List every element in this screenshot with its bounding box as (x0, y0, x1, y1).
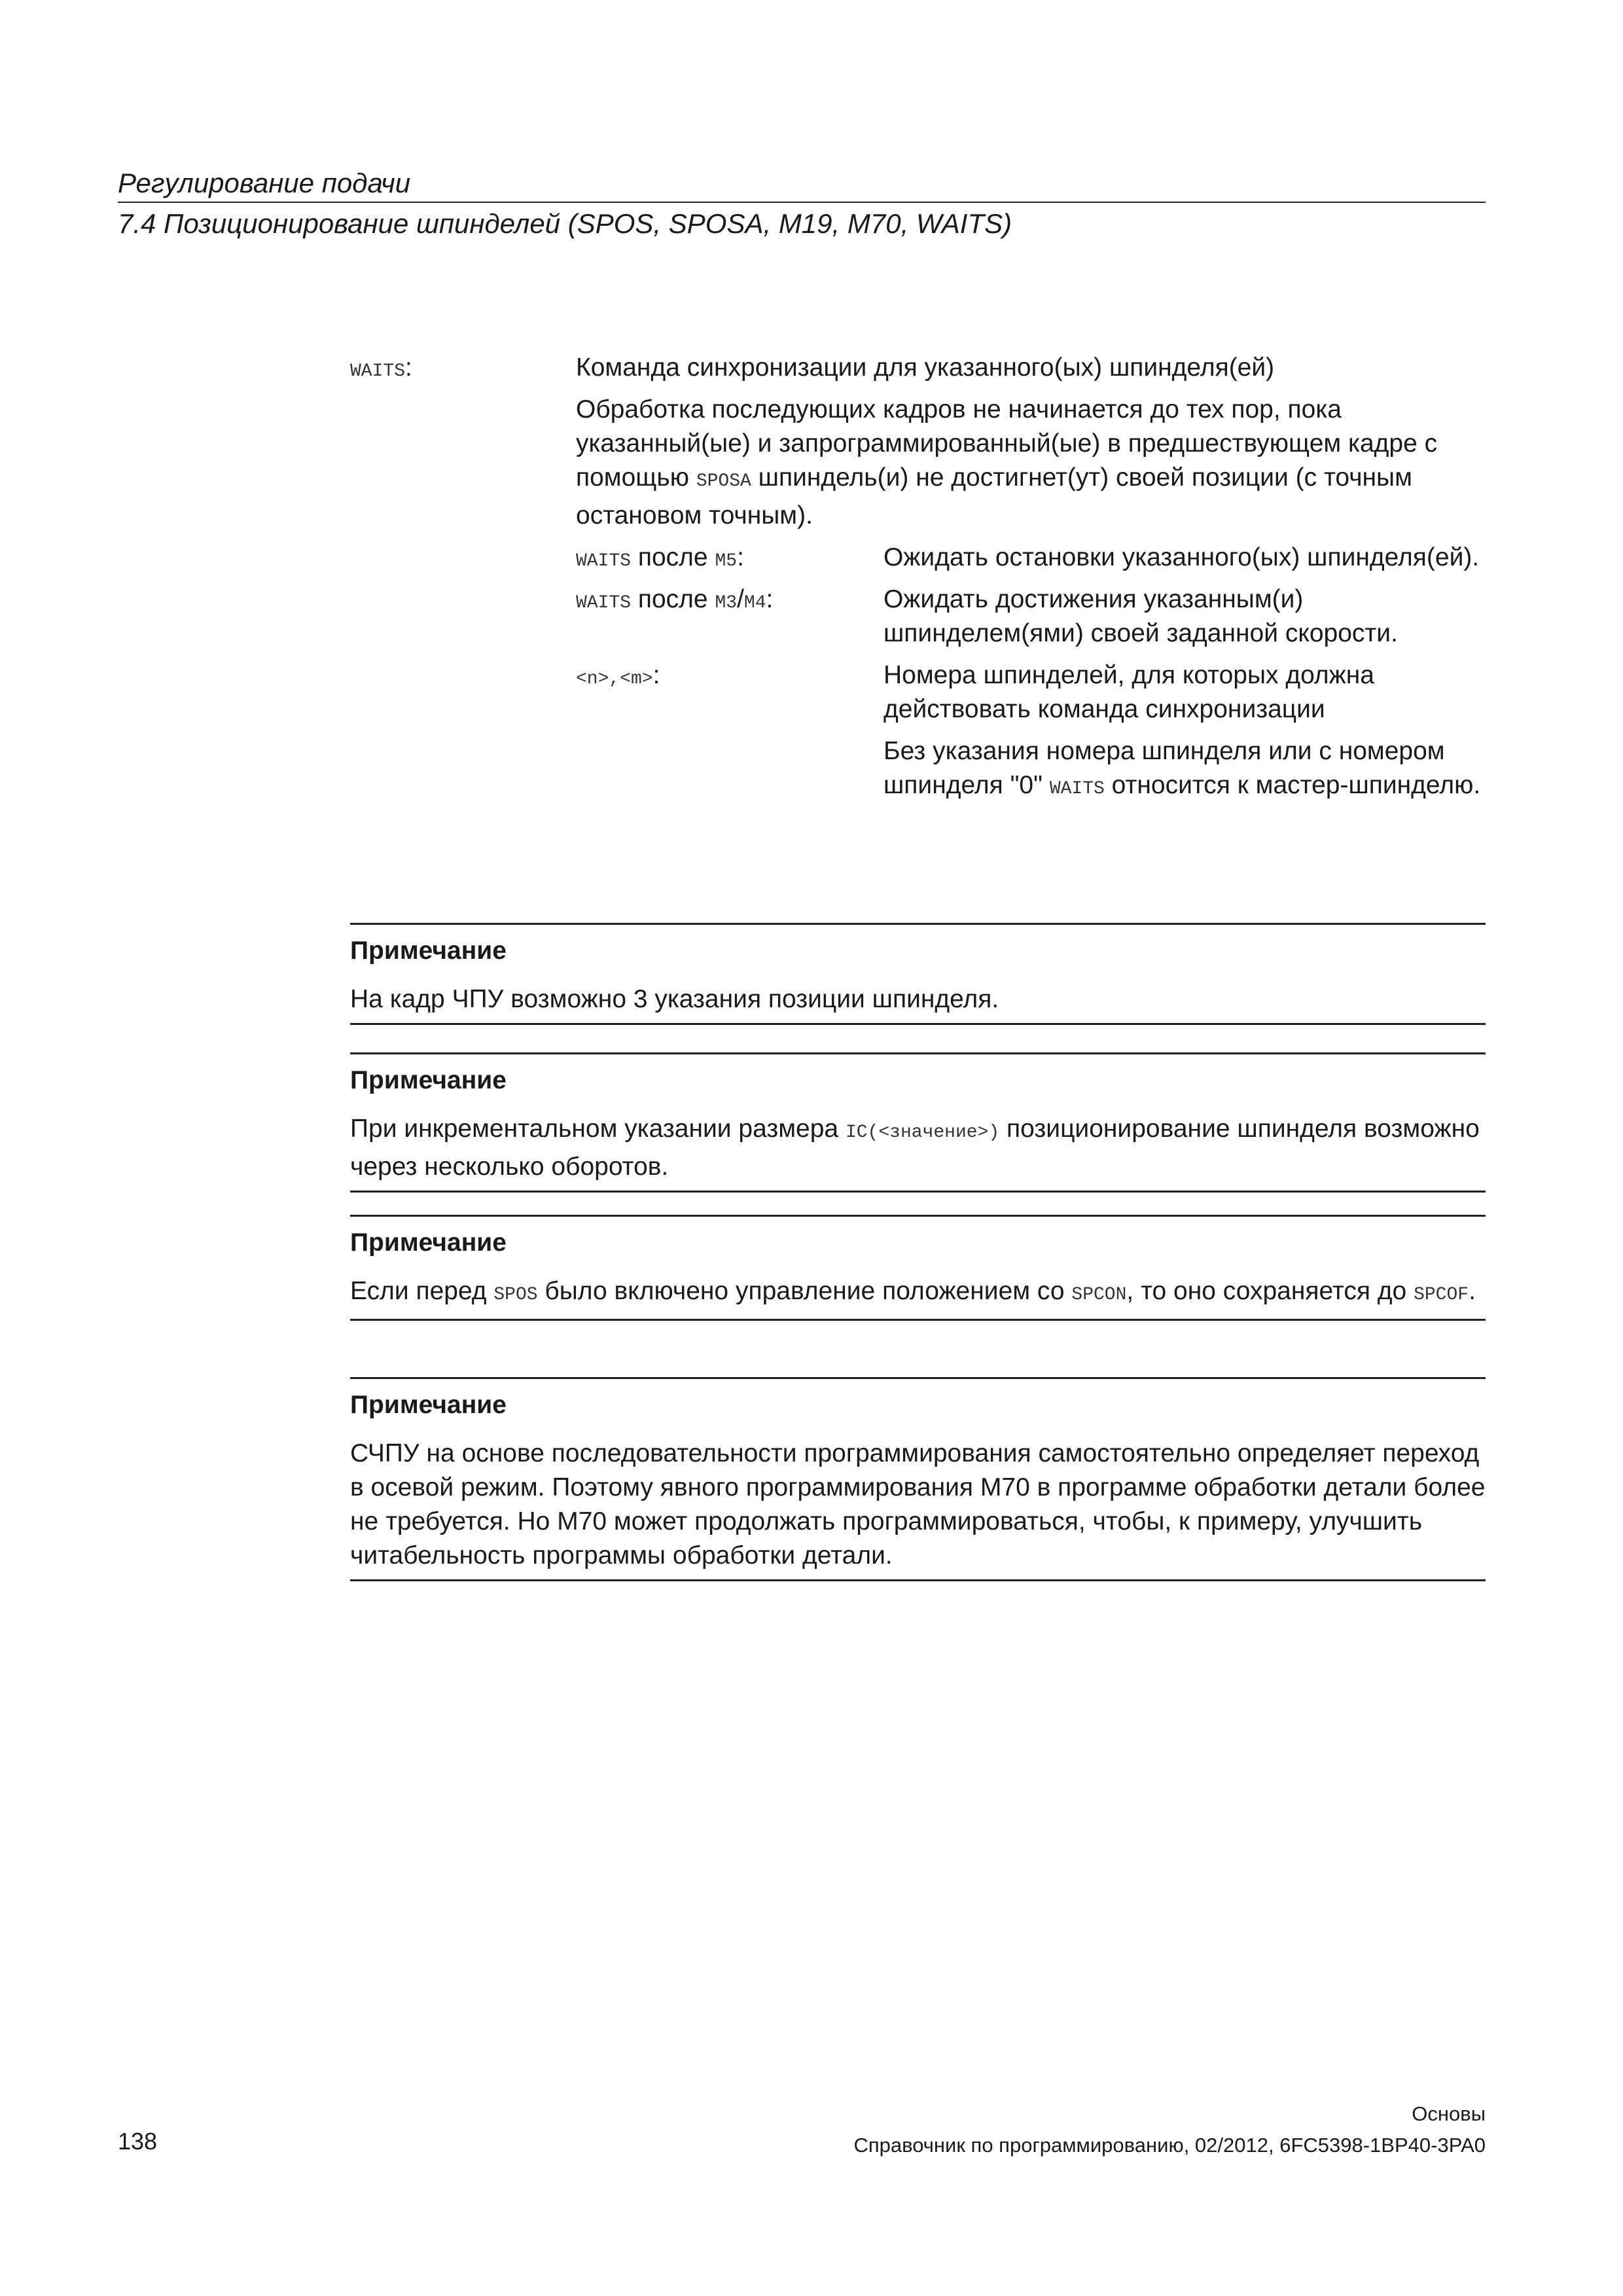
subparam-waits-m5 (576, 541, 1489, 575)
spcof-code: SPCOF (1414, 1285, 1469, 1305)
m5-code: M5 (715, 551, 738, 571)
detail-text-2: шпиндель(и) не достигнет(ут) своей позиции (с точным остановом точным). (576, 463, 1412, 529)
subparam-description-extra (883, 734, 1489, 806)
spcon-code: SPCON (1071, 1285, 1127, 1305)
note-3 (350, 1215, 1486, 1321)
note-text-2: было включено управление положением со (537, 1277, 1072, 1305)
chapter-title: Регулирование подачи (118, 164, 1486, 203)
waits-code: WAITS (576, 551, 632, 571)
subparam-waits-m3-m4 (576, 583, 1489, 651)
desc-text-2: относится к мастер-шпинделю. (1104, 771, 1481, 799)
note-title: Примечание (350, 1066, 507, 1094)
section-title: 7.4 Позиционирование шпинделей (SPOS, SPOSA, M19, M70, WAITS) (118, 208, 1012, 239)
subparam-term (576, 583, 773, 620)
subparam-description: Ожидать остановки указанного(ых) шпинделя(ей). (883, 543, 1480, 571)
subparam-colon: : (766, 585, 774, 613)
definition-detail (576, 393, 1489, 533)
after-word: после (631, 543, 715, 571)
subparam-term (576, 541, 744, 579)
waits-code: WAITS (1049, 779, 1105, 799)
note-text: СЧПУ на основе последовательности программирования самостоятельно определяет переход в осевой режим. Поэтому явного программирования M70 в программе обработки детали более не требуется. Но M70 может продолжать программироваться, чтобы, к примеру, улучшить читабельность программы обработки детали. (350, 1439, 1486, 1570)
slash: / (737, 585, 744, 613)
definition-body (576, 351, 1489, 814)
note-text-1: Если перед (350, 1277, 494, 1305)
desc-text-1: Без указания номера шпинделя или с номером шпинделя "0" (883, 737, 1445, 799)
subparam-spindle-numbers (576, 658, 1489, 806)
n-m-code: <n>,<m> (576, 669, 653, 689)
sposa-code: SPOSA (696, 471, 751, 492)
footer-info (853, 2098, 1486, 2161)
subparam-term (576, 658, 660, 696)
note-2 (350, 1052, 1486, 1193)
detail-text-1: Обработка последующих кадров не начинается до тех пор, пока указанный(ые) и запрограммированный(ые) в предшествующем кадре с помощью (576, 395, 1438, 492)
book-title: Основы (1412, 2102, 1486, 2125)
term-colon: : (405, 353, 412, 382)
subparam-description: Ожидать достижения указанным(и) шпинделем(ями) своей заданной скорости. (883, 585, 1398, 647)
subparam-colon: : (652, 661, 660, 689)
note-text (350, 1274, 1486, 1312)
m3-code: M3 (715, 593, 738, 613)
note-text-1: При инкрементальном указании размера (350, 1115, 846, 1143)
ic-code: IC(<значение>) (845, 1122, 1000, 1143)
note-1 (350, 923, 1486, 1025)
page-number: 138 (118, 2128, 158, 2155)
m4-code: M4 (743, 593, 766, 613)
note-title: Примечание (350, 937, 507, 965)
definition-term (350, 353, 412, 382)
note-text-2: позиционирование шпинделя возможно через несколько оборотов. (350, 1115, 1480, 1181)
note-title: Примечание (350, 1391, 507, 1419)
waits-code: WAITS (576, 593, 632, 613)
definition-summary: Команда синхронизации для указанного(ых) шпинделя(ей) (576, 353, 1275, 382)
note-text-4: . (1469, 1277, 1476, 1305)
subparam-colon: : (737, 543, 744, 571)
note-text: На кадр ЧПУ возможно 3 указания позиции шпинделя. (350, 985, 999, 1013)
subparam-description: Номера шпинделей, для которых должна действовать команда синхронизации (883, 661, 1374, 723)
note-4 (350, 1377, 1486, 1581)
spos-code: SPOS (493, 1285, 538, 1305)
note-text-3: , то оно сохраняется до (1126, 1277, 1414, 1305)
note-text (350, 1112, 1486, 1184)
running-header (118, 164, 1486, 243)
book-reference: Справочник по программированию, 02/2012, 6FC5398-1BP40-3PA0 (853, 2134, 1486, 2157)
waits-code: WAITS (350, 361, 406, 382)
after-word: после (631, 585, 715, 613)
note-title: Примечание (350, 1229, 507, 1257)
